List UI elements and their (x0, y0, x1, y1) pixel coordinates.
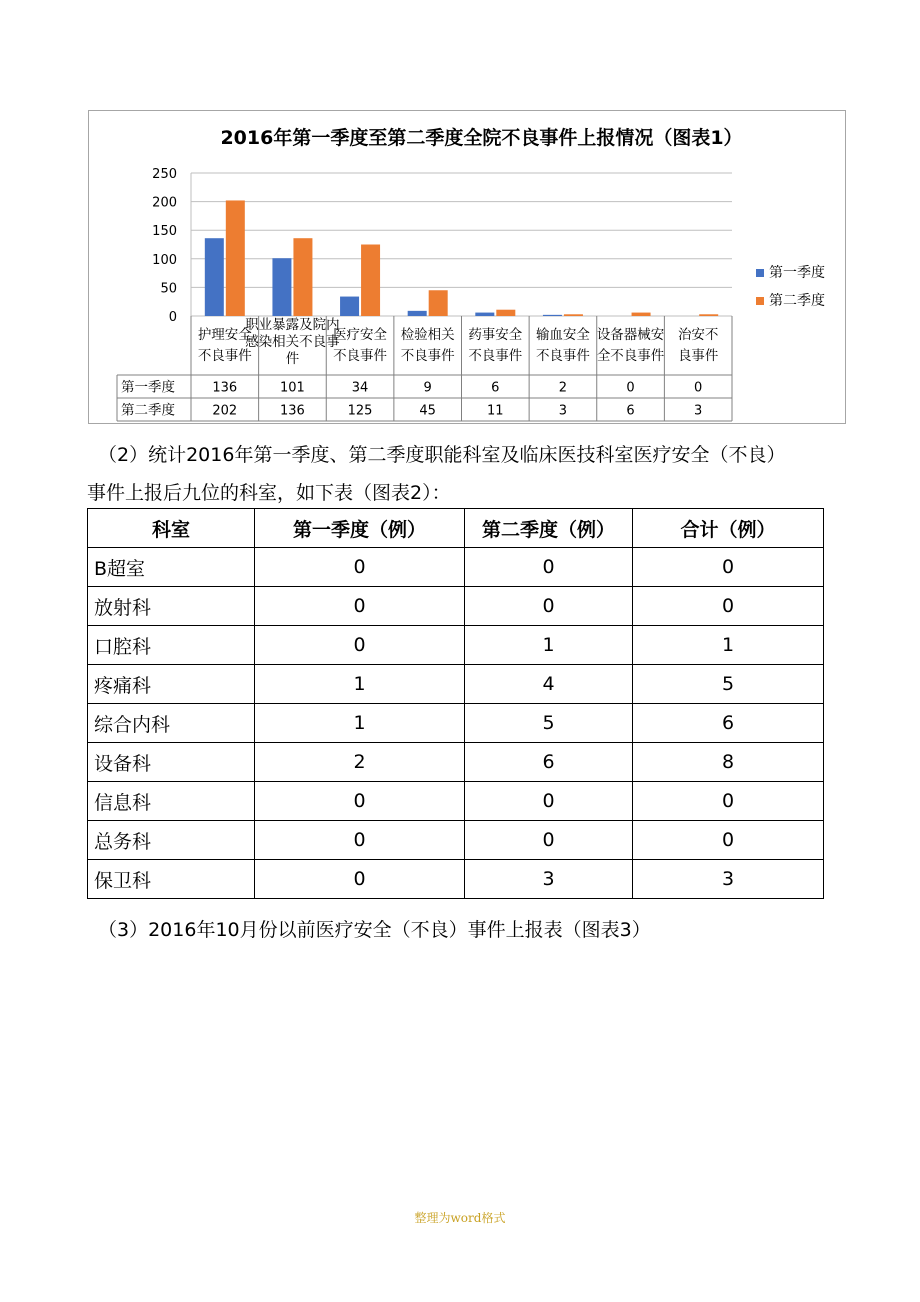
table-row (88, 782, 824, 821)
category-label: 护理安全 (197, 327, 252, 343)
category-label: 职业暴露及院内 (245, 317, 340, 333)
data-value-label: 0 (626, 380, 635, 396)
total-cell: 8 (633, 743, 824, 782)
total-cell: 0 (633, 782, 824, 821)
q2-cell: 0 (465, 548, 633, 587)
category-label: 药事安全 (468, 327, 523, 343)
department-cell: 放射科 (88, 587, 255, 626)
data-value-label: 136 (280, 403, 305, 419)
total-cell: 6 (633, 704, 824, 743)
total-cell: 3 (633, 860, 824, 899)
q1-cell: 1 (255, 704, 465, 743)
bar-q1 (340, 297, 359, 316)
bar-q1 (205, 238, 224, 316)
table-row (88, 860, 824, 899)
legend-label: 第一季度 (769, 265, 825, 281)
table-row (88, 665, 824, 704)
q1-cell: 0 (255, 821, 465, 860)
q1-cell: 1 (255, 665, 465, 704)
category-label: 良事件 (677, 348, 719, 364)
footer-watermark: 整理为word格式 (414, 1211, 506, 1225)
data-value-label: 136 (212, 380, 238, 396)
paragraph-3: （3）2016年10月份以前医疗安全（不良）事件上报表（图表3） (98, 919, 651, 941)
department-cell: 信息科 (88, 782, 255, 821)
bar-q2 (429, 290, 448, 316)
bar-q1 (272, 258, 291, 316)
data-value-label: 6 (626, 403, 635, 419)
legend-swatch (756, 269, 764, 277)
department-cell: 总务科 (88, 821, 255, 860)
table-row (88, 626, 824, 665)
data-value-label: 34 (351, 380, 369, 396)
legend-label: 第二季度 (769, 293, 825, 309)
header-total: 合计（例） (633, 509, 824, 548)
department-cell: 设备科 (88, 743, 255, 782)
q2-cell: 5 (465, 704, 633, 743)
header-q2: 第二季度（例） (465, 509, 633, 548)
series-row-label: 第二季度 (121, 402, 175, 419)
table-header-row (88, 509, 824, 548)
bar-q2 (564, 314, 583, 316)
q1-cell: 2 (255, 743, 465, 782)
paragraph-2-continued: 事件上报后九位的科室，如下表（图表2）： (87, 482, 451, 504)
category-label: 不良事件 (535, 348, 590, 364)
bar-q1 (543, 315, 562, 316)
category-label: 不良事件 (333, 348, 388, 364)
y-tick-label: 150 (152, 224, 177, 240)
data-value-label: 45 (419, 403, 436, 419)
table-row (88, 821, 824, 860)
total-cell: 0 (633, 548, 824, 587)
data-value-label: 0 (694, 380, 703, 396)
category-label: 检验相关 (400, 327, 455, 343)
total-cell: 1 (633, 626, 824, 665)
bar-q1 (475, 313, 494, 316)
bar-q2 (293, 238, 312, 316)
category-label: 不良事件 (197, 348, 252, 364)
bar-q1 (408, 311, 427, 316)
data-value-label: 2 (558, 380, 568, 396)
y-tick-label: 200 (152, 195, 177, 211)
y-tick-label: 100 (152, 252, 177, 268)
paragraph-2: （2）统计2016年第一季度、第二季度职能科室及临床医技科室医疗安全（不良） (98, 444, 786, 466)
y-tick-label: 250 (152, 167, 177, 182)
category-label: 设备器械安 (596, 327, 665, 343)
bar-chart (88, 110, 846, 424)
bar-q2 (632, 313, 651, 316)
bar-q2 (699, 314, 718, 316)
category-label: 治安不 (677, 327, 719, 343)
y-tick-label: 50 (160, 281, 177, 297)
data-value-label: 11 (487, 403, 504, 419)
data-value-label: 9 (423, 380, 432, 396)
table-row (88, 587, 824, 626)
q1-cell: 0 (255, 587, 465, 626)
category-label: 不良事件 (400, 348, 455, 364)
department-cell: 疼痛科 (88, 665, 255, 704)
chart-svg (89, 111, 845, 423)
data-value-label: 3 (558, 403, 568, 419)
category-label: 不良事件 (468, 348, 523, 364)
department-cell: B超室 (88, 548, 255, 587)
chart-title: 2016年第一季度至第二季度全院不良事件上报情况（图表1） (220, 127, 743, 149)
table-row (88, 743, 824, 782)
q1-cell: 0 (255, 782, 465, 821)
header-department: 科室 (88, 509, 255, 548)
table-row (88, 704, 824, 743)
q2-cell: 4 (465, 665, 633, 704)
department-cell: 口腔科 (88, 626, 255, 665)
department-cell: 保卫科 (88, 860, 255, 899)
table-body (88, 548, 824, 899)
q2-cell: 6 (465, 743, 633, 782)
q2-cell: 0 (465, 782, 633, 821)
category-label: 件 (285, 351, 300, 367)
bar-q2 (361, 245, 380, 317)
q2-cell: 0 (465, 821, 633, 860)
y-tick-label: 0 (168, 310, 177, 325)
table-row (88, 548, 824, 587)
q1-cell: 0 (255, 548, 465, 587)
q2-cell: 0 (465, 587, 633, 626)
data-value-label: 6 (491, 380, 500, 396)
bar-q2 (496, 310, 515, 316)
total-cell: 0 (633, 587, 824, 626)
data-value-label: 202 (212, 403, 238, 419)
total-cell: 5 (633, 665, 824, 704)
category-label: 感染相关不良事 (245, 334, 340, 350)
department-cell: 综合内科 (88, 704, 255, 743)
series-row-label: 第一季度 (121, 379, 175, 396)
category-label: 输血安全 (535, 327, 590, 343)
q1-cell: 0 (255, 626, 465, 665)
data-value-label: 125 (347, 403, 373, 419)
q2-cell: 3 (465, 860, 633, 899)
bar-q2 (226, 200, 245, 316)
total-cell: 0 (633, 821, 824, 860)
category-label: 医疗安全 (333, 327, 388, 343)
q1-cell: 0 (255, 860, 465, 899)
data-value-label: 3 (694, 403, 703, 419)
data-value-label: 101 (280, 380, 305, 396)
header-q1: 第一季度（例） (255, 509, 465, 548)
q2-cell: 1 (465, 626, 633, 665)
legend-swatch (756, 297, 764, 305)
category-label: 全不良事件 (596, 348, 665, 364)
department-table (87, 508, 824, 899)
